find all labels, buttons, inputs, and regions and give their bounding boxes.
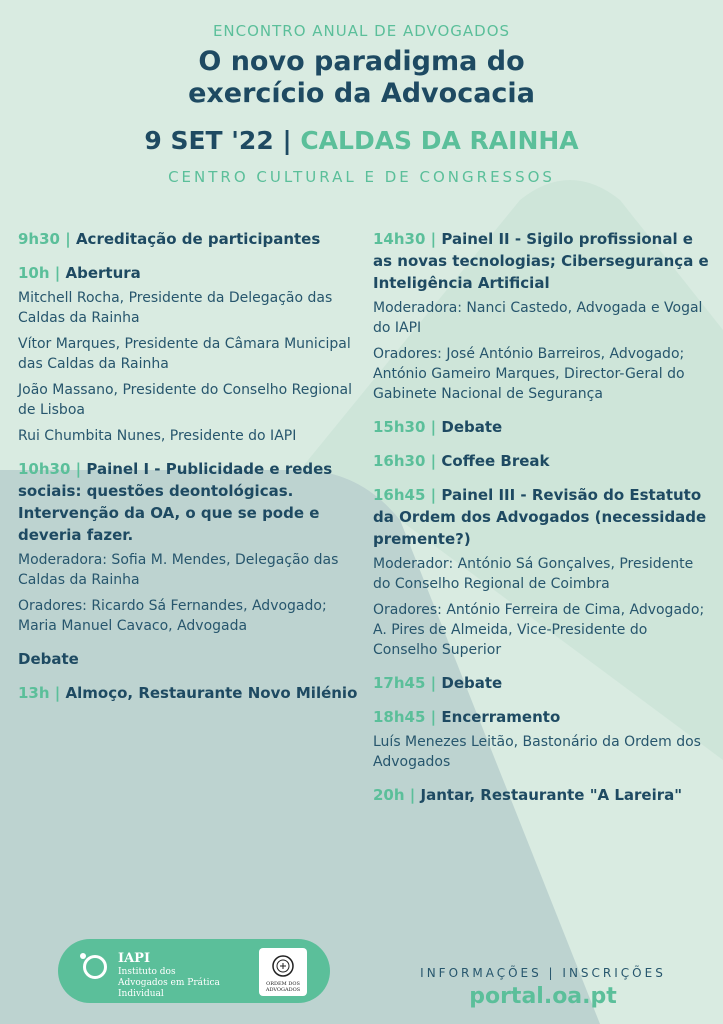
partner-logos — [58, 939, 330, 1003]
programme-item-heading — [373, 228, 713, 294]
session-detail: Moderadora: Nanci Castedo, Advogada e Vogal do IAPI — [373, 300, 703, 336]
programme-item-heading — [18, 262, 363, 284]
session-time: 13h — [18, 684, 50, 702]
programme-item — [373, 416, 713, 438]
programme-item-heading — [18, 648, 363, 670]
programme-item-heading — [373, 706, 713, 728]
session-detail: Rui Chumbita Nunes, Presidente do IAPI — [18, 428, 297, 444]
time-separator: | — [430, 418, 437, 436]
time-separator: | — [430, 674, 437, 692]
programme-item-heading — [373, 784, 713, 806]
programme-item — [373, 672, 713, 694]
date-separator: | — [282, 126, 292, 155]
session-detail: Luís Menezes Leitão, Bastonário da Ordem dos Advogados — [373, 734, 701, 770]
session-detail: Mitchell Rocha, Presidente da Delegação das Caldas da Rainha — [18, 290, 333, 326]
programme-item-heading — [373, 484, 713, 550]
session-title: Debate — [441, 674, 503, 692]
portal-link[interactable]: portal.oa.pt — [469, 984, 617, 1009]
session-time: 17h45 — [373, 674, 426, 692]
programme-item-heading — [18, 682, 363, 704]
time-separator: | — [430, 230, 437, 248]
session-time: 16h45 — [373, 486, 426, 504]
session-time: 15h30 — [373, 418, 426, 436]
time-separator: | — [430, 452, 437, 470]
time-separator: | — [409, 786, 416, 804]
programme-item — [373, 228, 713, 404]
time-separator: | — [65, 230, 71, 248]
event-city: CALDAS DA RAINHA — [300, 126, 579, 155]
session-time: 18h45 — [373, 708, 426, 726]
programme-item-heading — [18, 458, 363, 546]
iapi-logo-dot — [80, 953, 86, 959]
title-line-2: exercício da Advocacia — [188, 78, 535, 109]
programme-item — [18, 458, 363, 636]
programme-item — [18, 648, 363, 670]
session-title: Painel I - Publicidade e redes sociais: questões deontológicas. Intervenção da OA, o que se pode e deveria fazer. — [18, 460, 333, 544]
session-time: 20h — [373, 786, 405, 804]
session-detail: Oradores: José António Barreiros, Advogado; António Gameiro Marques, Director-Geral do Gabinete Nacional de Segurança — [373, 346, 685, 402]
session-detail: Moderadora: Sofia M. Mendes, Delegação das Caldas da Rainha — [18, 552, 339, 588]
session-title: Debate — [441, 418, 503, 436]
session-title: Abertura — [65, 264, 141, 282]
session-detail: Oradores: António Ferreira de Cima, Advogado; A. Pires de Almeida, Vice-Presidente do Conselho Superior — [373, 602, 705, 658]
programme-right-column — [373, 228, 713, 818]
session-time: 14h30 — [373, 230, 426, 248]
iapi-name: IAPI — [118, 951, 151, 966]
iapi-logo-icon — [83, 955, 107, 979]
time-separator: | — [54, 684, 61, 702]
programme-left-column — [18, 228, 363, 716]
session-title: Painel II - Sigilo profissional e as novas tecnologias; Cibersegurança e Inteligência Artificial — [373, 230, 709, 292]
session-title: Coffee Break — [441, 452, 550, 470]
programme-item-heading — [18, 228, 363, 250]
event-date: 9 SET '22 — [144, 126, 274, 155]
session-time: 10h30 — [18, 460, 71, 478]
session-detail: João Massano, Presidente do Conselho Regional de Lisboa — [18, 382, 353, 418]
session-time: 9h30 — [18, 230, 60, 248]
programme-item-heading — [373, 416, 713, 438]
iapi-full-name: Instituto dos Advogados em Prática Individual — [118, 967, 220, 999]
session-title: Painel III - Revisão do Estatuto da Ordem dos Advogados (necessidade premente?) — [373, 486, 707, 548]
session-title: Acreditação de participantes — [75, 230, 321, 248]
oa-logo — [259, 948, 307, 996]
session-detail: Oradores: Ricardo Sá Fernandes, Advogado; Maria Manuel Cavaco, Advogada — [18, 598, 327, 634]
session-title: Jantar, Restaurante "A Lareira" — [420, 786, 683, 804]
session-title: Debate — [18, 650, 79, 668]
programme-item — [373, 706, 713, 772]
session-title: Encerramento — [441, 708, 561, 726]
session-time: 16h30 — [373, 452, 426, 470]
session-title: Almoço, Restaurante Novo Milénio — [65, 684, 358, 702]
oa-name: ORDEM DOS ADVOGADOS — [265, 981, 301, 993]
programme-item — [18, 228, 363, 250]
session-detail: Vítor Marques, Presidente da Câmara Municipal das Caldas da Rainha — [18, 336, 351, 372]
programme-item — [373, 450, 713, 472]
programme-item-heading — [373, 672, 713, 694]
info-label: INFORMAÇÕES | INSCRIÇÕES — [420, 966, 666, 980]
time-separator: | — [430, 486, 437, 504]
session-detail: Moderador: António Sá Gonçalves, Presidente do Conselho Regional de Coimbra — [373, 556, 694, 592]
event-kicker: ENCONTRO ANUAL DE ADVOGADOS — [212, 22, 511, 40]
time-separator: | — [75, 460, 82, 478]
time-separator: | — [430, 708, 437, 726]
programme-item — [18, 682, 363, 704]
programme-item — [373, 484, 713, 660]
title-line-1: O novo paradigma do — [198, 46, 525, 77]
session-time: 10h — [18, 264, 50, 282]
oa-seal-icon — [271, 954, 295, 978]
date-location — [0, 126, 723, 155]
programme-item — [373, 784, 713, 806]
page-title — [0, 46, 723, 110]
event-venue: CENTRO CULTURAL E DE CONGRESSOS — [168, 168, 555, 186]
programme-item — [18, 262, 363, 446]
time-separator: | — [54, 264, 61, 282]
programme-item-heading — [373, 450, 713, 472]
